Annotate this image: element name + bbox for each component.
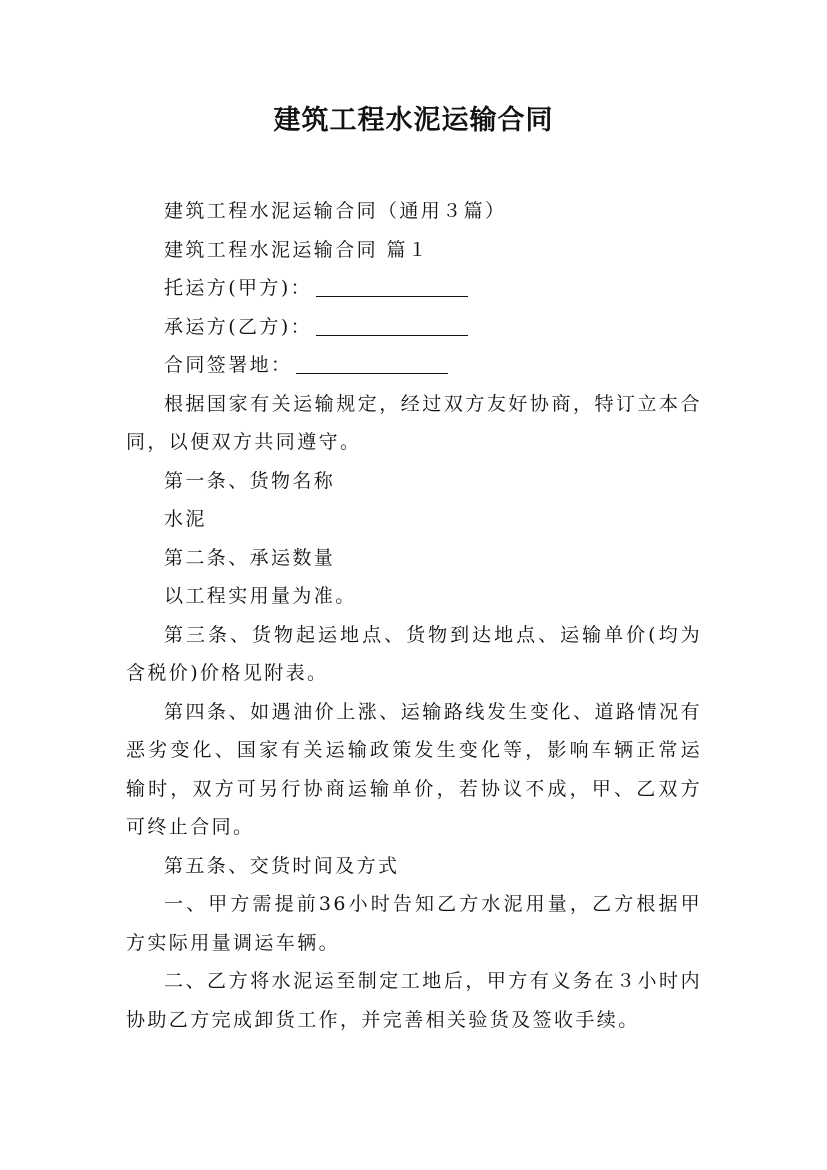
field-consignor	[126, 269, 702, 308]
field-label: 承运方(乙方)：	[164, 315, 313, 338]
field-signing-place	[126, 346, 702, 385]
clause-paragraph: 第三条、货物起运地点、货物到达地点、运输单价(均为含税价)价格见附表。	[126, 623, 702, 684]
field-carrier	[126, 308, 702, 347]
paragraph: 二、乙方将水泥运至制定工地后，甲方有义务在３小时内协助乙方完成卸货工作，并完善相关验货及签收手续。	[126, 970, 702, 1031]
clause-heading: 第二条、承运数量	[164, 546, 336, 569]
clause-heading: 第五条、交货时间及方式	[164, 854, 400, 877]
paragraph: 以工程实用量为准。	[164, 585, 357, 607]
document-body	[126, 192, 702, 1039]
field-label: 托运方(甲方)：	[164, 277, 313, 299]
paragraph: 一、甲方需提前36小时告知乙方水泥用量，乙方根据甲方实际用量调运车辆。	[126, 893, 702, 954]
fill-in-blank	[316, 276, 468, 297]
document-subtitle: 建筑工程水泥运输合同（通用３篇）	[164, 200, 507, 222]
clause-paragraph: 第四条、如遇油价上涨、运输路线发生变化、道路情况有恶劣变化、国家有关运输政策发生变化等，影响车辆正常运输时，双方可另行协商运输单价，若协议不成，甲、乙双方可终止合同。	[126, 700, 702, 838]
fill-in-blank	[296, 353, 448, 374]
paragraph: 根据国家有关运输规定，经过双方友好协商，特订立本合同，以便双方共同遵守。	[126, 392, 702, 453]
clause-heading: 第一条、货物名称	[164, 469, 336, 492]
field-label: 合同签署地：	[164, 354, 293, 376]
paragraph: 水泥	[164, 508, 207, 530]
fill-in-blank	[316, 315, 468, 336]
document-title: 建筑工程水泥运输合同	[273, 105, 554, 136]
article-heading: 建筑工程水泥运输合同 篇１	[164, 238, 430, 261]
